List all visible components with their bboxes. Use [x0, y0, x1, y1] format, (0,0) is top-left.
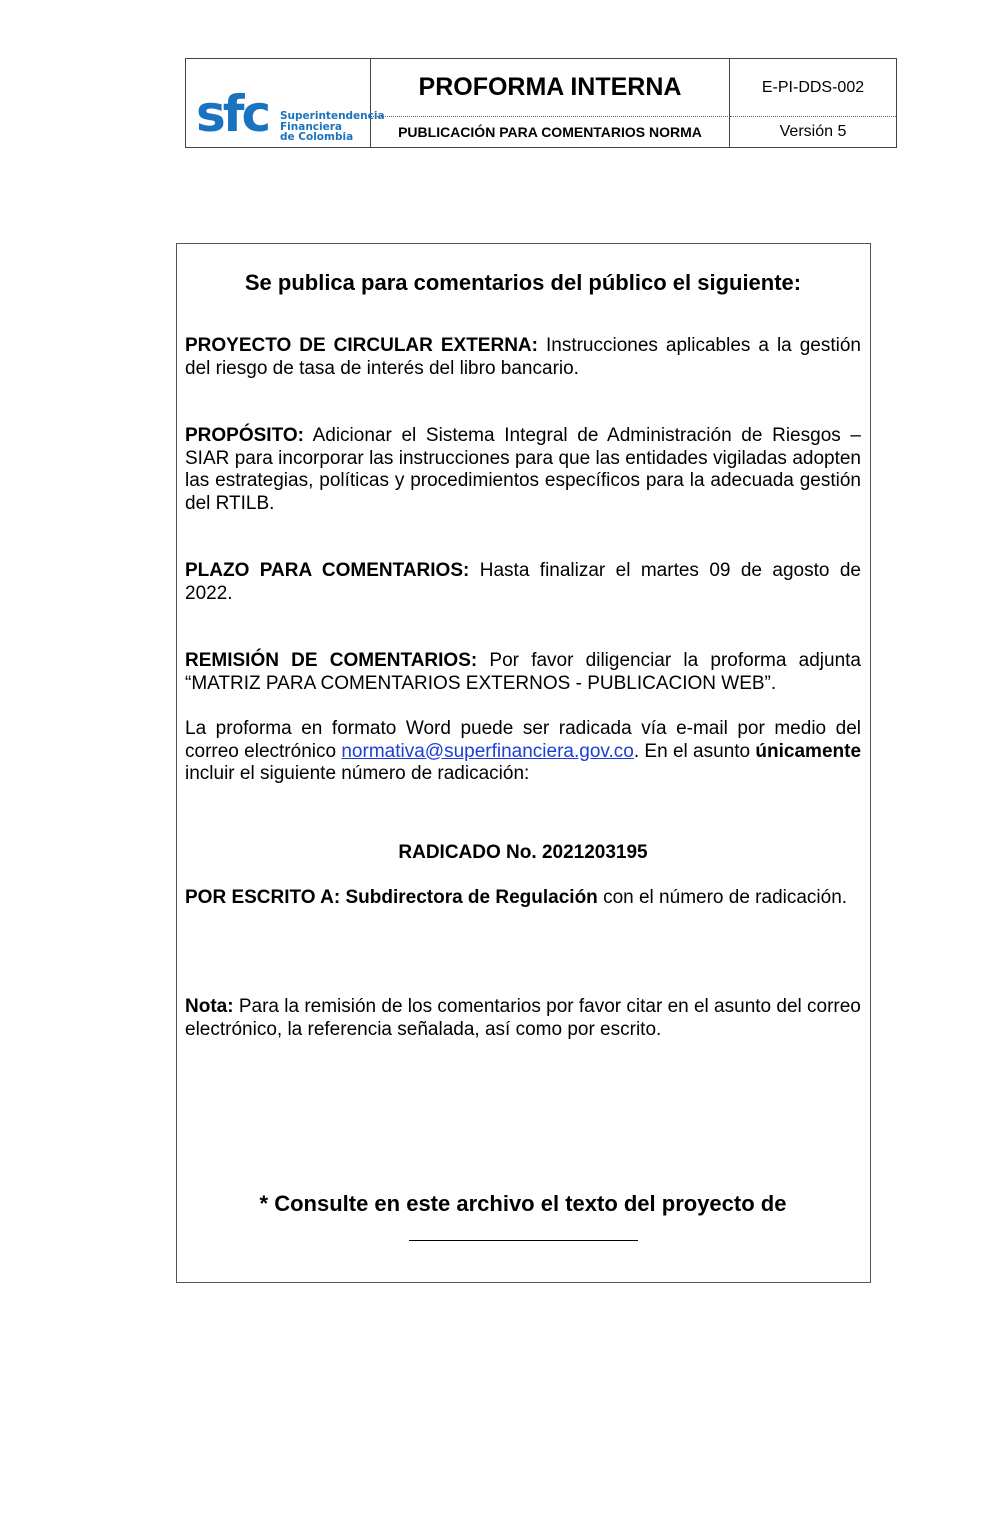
document-header: [185, 58, 897, 148]
logo-cell: [186, 59, 385, 147]
remision-paragraph: [185, 650, 861, 695]
proforma-text-3: incluir el siguiente número de radicación:: [185, 763, 530, 784]
proforma-text-1: La proforma en formato Word puede ser radicada vía e-mail por medio del correo electrónico: [185, 718, 861, 762]
plazo-label: PLAZO PARA COMENTARIOS:: [185, 560, 470, 581]
logo-line-2: Financiera: [280, 120, 343, 133]
plazo-text: Hasta finalizar el martes 09 de agosto de 2022.: [185, 560, 861, 604]
proyecto-text: Instrucciones aplicables a la gestión del riesgo de tasa de interés del libro bancario.: [185, 335, 861, 379]
consulte-heading: * Consulte en este archivo el texto del proyecto de: [259, 1191, 787, 1216]
document-subtitle: PUBLICACIÓN PARA COMENTARIOS NORMA: [371, 117, 730, 147]
proyecto-label: PROYECTO DE CIRCULAR EXTERNA:: [185, 335, 538, 356]
proforma-text-2: . En el asunto: [633, 740, 756, 762]
proyecto-paragraph: [185, 335, 861, 380]
document-code: E-PI-DDS-002: [730, 59, 896, 117]
nota-paragraph: [185, 996, 861, 1041]
publication-heading: Se publica para comentarios del público el siguiente:: [244, 270, 802, 295]
logo-line-1: Superintendencia: [280, 110, 385, 122]
escrito-label: POR ESCRITO A: Subdirectora de Regulación: [185, 887, 598, 908]
unicamente-emphasis: únicamente: [755, 740, 862, 762]
escrito-paragraph: [185, 887, 861, 910]
link-underline[interactable]: [409, 1240, 638, 1241]
remision-text: Por favor diligenciar la proforma adjunta “MATRIZ PARA COMENTARIOS EXTERNOS - PUBLICACION WEB”.: [185, 650, 861, 694]
proposito-paragraph: [185, 425, 861, 515]
sfc-logo: sfc: [196, 85, 269, 143]
remision-label: REMISIÓN DE COMENTARIOS:: [185, 650, 478, 671]
logo-line-3: de Colombia: [280, 131, 354, 143]
email-link[interactable]: normativa@superfinanciera.gov.co: [341, 740, 634, 762]
proposito-label: PROPÓSITO:: [185, 425, 304, 446]
nota-text: Para la remisión de los comentarios por favor citar en el asunto del correo electrónico, la referencia señalada, así como por escrito.: [185, 996, 861, 1040]
proforma-paragraph: [185, 718, 861, 786]
escrito-text: con el número de radicación.: [597, 887, 848, 908]
proposito-text: Adicionar el Sistema Integral de Administración de Riesgos – SIAR para incorporar las instrucciones para que las entidades vigiladas adopten las estrategias, políticas y procedimientos específicos para la adecuada gestión del RTILB.: [185, 425, 861, 514]
plazo-paragraph: [185, 560, 861, 605]
logo-wordmark: [280, 111, 385, 143]
document-title: PROFORMA INTERNA: [371, 59, 730, 117]
radicado-number: RADICADO No. 2021203195: [398, 842, 648, 863]
document-version: Versión 5: [779, 123, 847, 140]
nota-label: Nota:: [185, 996, 234, 1017]
